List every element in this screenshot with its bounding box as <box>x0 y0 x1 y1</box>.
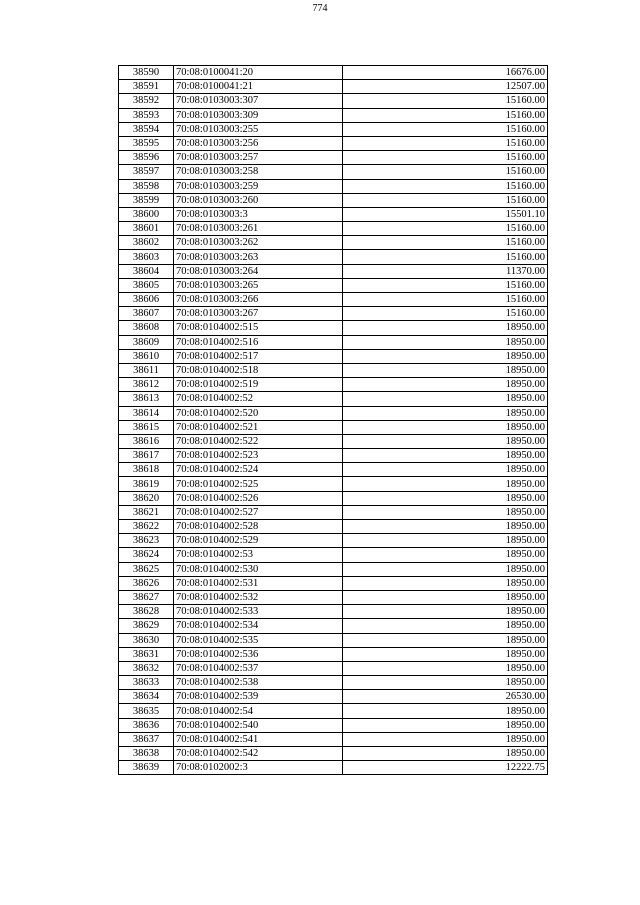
cadastral-number-cell: 70:08:0104002:527 <box>174 505 343 519</box>
value-cell: 18950.00 <box>343 704 548 718</box>
cadastral-number-cell: 70:08:0104002:520 <box>174 406 343 420</box>
row-number-cell: 38591 <box>119 80 174 94</box>
cadastral-number-cell: 70:08:0104002:529 <box>174 534 343 548</box>
value-cell: 15501.10 <box>343 207 548 221</box>
data-table <box>118 65 548 775</box>
cadastral-number-cell: 70:08:0104002:525 <box>174 477 343 491</box>
table-body <box>119 66 548 775</box>
value-cell: 12507.00 <box>343 80 548 94</box>
row-number-cell: 38623 <box>119 534 174 548</box>
value-cell: 15160.00 <box>343 108 548 122</box>
cadastral-number-cell: 70:08:0104002:52 <box>174 392 343 406</box>
page-number: 774 <box>312 3 328 14</box>
value-cell: 18950.00 <box>343 378 548 392</box>
row-number-cell: 38594 <box>119 122 174 136</box>
value-cell: 15160.00 <box>343 136 548 150</box>
table-row <box>119 264 548 278</box>
value-cell: 18950.00 <box>343 491 548 505</box>
row-number-cell: 38601 <box>119 222 174 236</box>
table-row <box>119 534 548 548</box>
cadastral-number-cell: 70:08:0103003:261 <box>174 222 343 236</box>
table-row <box>119 179 548 193</box>
value-cell: 15160.00 <box>343 165 548 179</box>
table-row <box>119 236 548 250</box>
cadastral-number-cell: 70:08:0104002:534 <box>174 619 343 633</box>
table-row <box>119 491 548 505</box>
row-number-cell: 38632 <box>119 661 174 675</box>
value-cell: 18950.00 <box>343 576 548 590</box>
row-number-cell: 38616 <box>119 434 174 448</box>
table-row <box>119 647 548 661</box>
value-cell: 15160.00 <box>343 307 548 321</box>
value-cell: 18950.00 <box>343 434 548 448</box>
table-row <box>119 207 548 221</box>
table-row <box>119 406 548 420</box>
value-cell: 18950.00 <box>343 633 548 647</box>
value-cell: 18950.00 <box>343 590 548 604</box>
row-number-cell: 38596 <box>119 151 174 165</box>
row-number-cell: 38592 <box>119 94 174 108</box>
value-cell: 18950.00 <box>343 562 548 576</box>
table-row <box>119 250 548 264</box>
cadastral-number-cell: 70:08:0104002:528 <box>174 520 343 534</box>
cadastral-number-cell: 70:08:0103003:258 <box>174 165 343 179</box>
value-cell: 18950.00 <box>343 548 548 562</box>
table-row <box>119 363 548 377</box>
table-row <box>119 505 548 519</box>
table-row <box>119 378 548 392</box>
value-cell: 18950.00 <box>343 619 548 633</box>
row-number-cell: 38604 <box>119 264 174 278</box>
cadastral-number-cell: 70:08:0104002:531 <box>174 576 343 590</box>
cadastral-number-cell: 70:08:0103003:256 <box>174 136 343 150</box>
row-number-cell: 38620 <box>119 491 174 505</box>
row-number-cell: 38637 <box>119 732 174 746</box>
table-row <box>119 349 548 363</box>
row-number-cell: 38615 <box>119 420 174 434</box>
row-number-cell: 38606 <box>119 293 174 307</box>
row-number-cell: 38617 <box>119 449 174 463</box>
cadastral-number-cell: 70:08:0104002:538 <box>174 676 343 690</box>
value-cell: 18950.00 <box>343 605 548 619</box>
row-number-cell: 38598 <box>119 179 174 193</box>
table-row <box>119 108 548 122</box>
cadastral-number-cell: 70:08:0103003:257 <box>174 151 343 165</box>
cadastral-number-cell: 70:08:0104002:54 <box>174 704 343 718</box>
cadastral-number-cell: 70:08:0104002:542 <box>174 747 343 761</box>
row-number-cell: 38621 <box>119 505 174 519</box>
value-cell: 18950.00 <box>343 477 548 491</box>
value-cell: 16676.00 <box>343 66 548 80</box>
value-cell: 18950.00 <box>343 321 548 335</box>
value-cell: 18950.00 <box>343 718 548 732</box>
table-row <box>119 477 548 491</box>
row-number-cell: 38630 <box>119 633 174 647</box>
cadastral-number-cell: 70:08:0104002:53 <box>174 548 343 562</box>
cadastral-number-cell: 70:08:0104002:540 <box>174 718 343 732</box>
value-cell: 26530.00 <box>343 690 548 704</box>
value-cell: 15160.00 <box>343 236 548 250</box>
cadastral-number-cell: 70:08:0104002:533 <box>174 605 343 619</box>
table-row <box>119 449 548 463</box>
table-row <box>119 434 548 448</box>
table-row <box>119 718 548 732</box>
value-cell: 18950.00 <box>343 732 548 746</box>
cadastral-number-cell: 70:08:0103003:264 <box>174 264 343 278</box>
value-cell: 11370.00 <box>343 264 548 278</box>
value-cell: 15160.00 <box>343 278 548 292</box>
row-number-cell: 38614 <box>119 406 174 420</box>
table-row <box>119 747 548 761</box>
row-number-cell: 38599 <box>119 193 174 207</box>
table-row <box>119 222 548 236</box>
row-number-cell: 38605 <box>119 278 174 292</box>
table-row <box>119 690 548 704</box>
cadastral-number-cell: 70:08:0103003:255 <box>174 122 343 136</box>
row-number-cell: 38633 <box>119 676 174 690</box>
row-number-cell: 38613 <box>119 392 174 406</box>
cadastral-number-cell: 70:08:0103003:267 <box>174 307 343 321</box>
row-number-cell: 38626 <box>119 576 174 590</box>
value-cell: 18950.00 <box>343 463 548 477</box>
value-cell: 18950.00 <box>343 676 548 690</box>
value-cell: 15160.00 <box>343 193 548 207</box>
value-cell: 18950.00 <box>343 520 548 534</box>
table-row <box>119 548 548 562</box>
cadastral-number-cell: 70:08:0104002:524 <box>174 463 343 477</box>
value-cell: 18950.00 <box>343 335 548 349</box>
value-cell: 15160.00 <box>343 250 548 264</box>
row-number-cell: 38625 <box>119 562 174 576</box>
table-row <box>119 590 548 604</box>
row-number-cell: 38639 <box>119 761 174 775</box>
row-number-cell: 38636 <box>119 718 174 732</box>
value-cell: 18950.00 <box>343 420 548 434</box>
table-row <box>119 605 548 619</box>
cadastral-number-cell: 70:08:0102002:3 <box>174 761 343 775</box>
value-cell: 15160.00 <box>343 293 548 307</box>
value-cell: 18950.00 <box>343 449 548 463</box>
cadastral-number-cell: 70:08:0104002:539 <box>174 690 343 704</box>
table-row <box>119 576 548 590</box>
table-row <box>119 633 548 647</box>
cadastral-number-cell: 70:08:0103003:309 <box>174 108 343 122</box>
cadastral-number-cell: 70:08:0104002:532 <box>174 590 343 604</box>
row-number-cell: 38634 <box>119 690 174 704</box>
row-number-cell: 38611 <box>119 363 174 377</box>
value-cell: 15160.00 <box>343 151 548 165</box>
row-number-cell: 38600 <box>119 207 174 221</box>
row-number-cell: 38593 <box>119 108 174 122</box>
table-row <box>119 761 548 775</box>
cadastral-number-cell: 70:08:0104002:541 <box>174 732 343 746</box>
row-number-cell: 38609 <box>119 335 174 349</box>
cadastral-number-cell: 70:08:0104002:526 <box>174 491 343 505</box>
row-number-cell: 38610 <box>119 349 174 363</box>
row-number-cell: 38638 <box>119 747 174 761</box>
cadastral-number-cell: 70:08:0104002:537 <box>174 661 343 675</box>
row-number-cell: 38603 <box>119 250 174 264</box>
cadastral-number-cell: 70:08:0103003:266 <box>174 293 343 307</box>
table-row <box>119 165 548 179</box>
table-row <box>119 321 548 335</box>
table-row <box>119 136 548 150</box>
value-cell: 18950.00 <box>343 505 548 519</box>
value-cell: 18950.00 <box>343 406 548 420</box>
cadastral-number-cell: 70:08:0104002:518 <box>174 363 343 377</box>
value-cell: 15160.00 <box>343 94 548 108</box>
table-row <box>119 520 548 534</box>
row-number-cell: 38607 <box>119 307 174 321</box>
cadastral-number-cell: 70:08:0104002:516 <box>174 335 343 349</box>
row-number-cell: 38608 <box>119 321 174 335</box>
row-number-cell: 38635 <box>119 704 174 718</box>
value-cell: 18950.00 <box>343 747 548 761</box>
table-row <box>119 562 548 576</box>
value-cell: 18950.00 <box>343 392 548 406</box>
table-row <box>119 307 548 321</box>
value-cell: 12222.75 <box>343 761 548 775</box>
row-number-cell: 38631 <box>119 647 174 661</box>
cadastral-number-cell: 70:08:0103003:262 <box>174 236 343 250</box>
cadastral-number-cell: 70:08:0104002:535 <box>174 633 343 647</box>
table-row <box>119 463 548 477</box>
cadastral-number-cell: 70:08:0103003:260 <box>174 193 343 207</box>
row-number-cell: 38595 <box>119 136 174 150</box>
table-row <box>119 335 548 349</box>
table-row <box>119 193 548 207</box>
value-cell: 15160.00 <box>343 122 548 136</box>
row-number-cell: 38618 <box>119 463 174 477</box>
cadastral-number-cell: 70:08:0104002:521 <box>174 420 343 434</box>
cadastral-number-cell: 70:08:0104002:519 <box>174 378 343 392</box>
row-number-cell: 38597 <box>119 165 174 179</box>
cadastral-number-cell: 70:08:0100041:21 <box>174 80 343 94</box>
cadastral-number-cell: 70:08:0104002:522 <box>174 434 343 448</box>
row-number-cell: 38627 <box>119 590 174 604</box>
row-number-cell: 38612 <box>119 378 174 392</box>
cadastral-number-cell: 70:08:0104002:517 <box>174 349 343 363</box>
cadastral-number-cell: 70:08:0103003:259 <box>174 179 343 193</box>
cadastral-number-cell: 70:08:0104002:523 <box>174 449 343 463</box>
value-cell: 18950.00 <box>343 661 548 675</box>
table-row <box>119 704 548 718</box>
row-number-cell: 38602 <box>119 236 174 250</box>
cadastral-number-cell: 70:08:0104002:515 <box>174 321 343 335</box>
table-row <box>119 661 548 675</box>
table-row <box>119 676 548 690</box>
value-cell: 18950.00 <box>343 534 548 548</box>
value-cell: 18950.00 <box>343 363 548 377</box>
table-row <box>119 94 548 108</box>
table-row <box>119 392 548 406</box>
table-row <box>119 80 548 94</box>
row-number-cell: 38622 <box>119 520 174 534</box>
row-number-cell: 38619 <box>119 477 174 491</box>
value-cell: 15160.00 <box>343 222 548 236</box>
row-number-cell: 38624 <box>119 548 174 562</box>
table-row <box>119 66 548 80</box>
row-number-cell: 38628 <box>119 605 174 619</box>
table-row <box>119 151 548 165</box>
cadastral-number-cell: 70:08:0100041:20 <box>174 66 343 80</box>
row-number-cell: 38629 <box>119 619 174 633</box>
row-number-cell: 38590 <box>119 66 174 80</box>
cadastral-number-cell: 70:08:0103003:265 <box>174 278 343 292</box>
value-cell: 18950.00 <box>343 349 548 363</box>
cadastral-number-cell: 70:08:0103003:263 <box>174 250 343 264</box>
cadastral-number-cell: 70:08:0104002:530 <box>174 562 343 576</box>
table-row <box>119 732 548 746</box>
value-cell: 15160.00 <box>343 179 548 193</box>
cadastral-number-cell: 70:08:0103003:307 <box>174 94 343 108</box>
cadastral-number-cell: 70:08:0103003:3 <box>174 207 343 221</box>
value-cell: 18950.00 <box>343 647 548 661</box>
cadastral-number-cell: 70:08:0104002:536 <box>174 647 343 661</box>
table-row <box>119 420 548 434</box>
table-row <box>119 122 548 136</box>
table-row <box>119 293 548 307</box>
table-row <box>119 278 548 292</box>
table-row <box>119 619 548 633</box>
